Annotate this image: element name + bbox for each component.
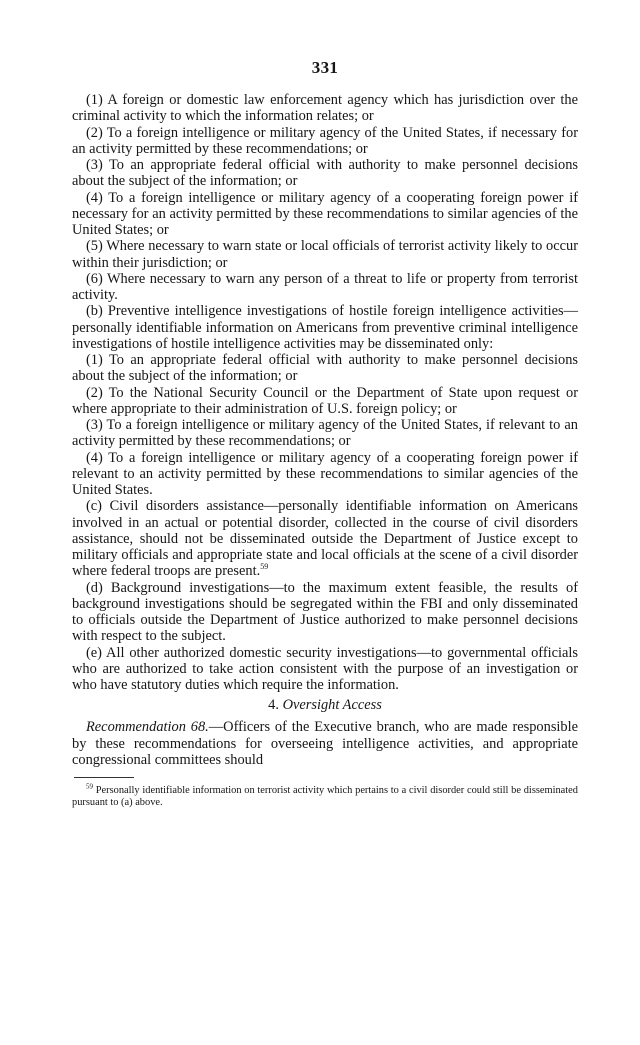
paragraph-c bbox=[72, 498, 578, 579]
recommendation-text: —Officers of the Executive branch, who are made responsible by these recommendations for overseeing intelligence activities, and appropriate congressional committees should bbox=[72, 719, 578, 768]
paragraph-a4: (4) To a foreign intelligence or military agency of a cooperating foreign power if necessary for an activity permitted by these recommendations to similar agencies of the United States; or bbox=[72, 189, 578, 238]
paragraph-a2: (2) To a foreign intelligence or military agency of the United States, if necessary for an activity permitted by these recommendations; or bbox=[72, 124, 578, 157]
paragraph-a3: (3) To an appropriate federal official with authority to make personnel decisions about the subject of the information; or bbox=[72, 157, 578, 190]
paragraph-b: (b) Preventive intelligence investigations of hostile foreign intelligence activities—personally identifiable information on Americans from preventive criminal intelligence investigations of hostile intelligence activities may be disseminated only: bbox=[72, 303, 578, 352]
section-heading bbox=[72, 697, 578, 714]
footnote-divider bbox=[74, 777, 134, 778]
paragraph-b2: (2) To the National Security Council or the Department of State upon request or where appropriate to their administration of U.S. foreign policy; or bbox=[72, 384, 578, 417]
paragraph-c-text: (c) Civil disorders assistance—personally identifiable information on Americans involved in an actual or potential disorder, collected in the course of civil disorders assistance, should not be disseminated outside the Department of Justice except to military officials and appropriate state and local officials at the scene of a civil disorder where federal troops are present. bbox=[72, 498, 578, 580]
document-page bbox=[72, 58, 578, 809]
paragraph-d: (d) Background investigations—to the maximum extent feasible, the results of background investigations should be segregated within the FBI and only disseminated to officials outside the Department of Justice authorized to make personnel decisions with respect to the subject. bbox=[72, 579, 578, 645]
footnote-reference: 59 bbox=[260, 562, 269, 572]
paragraph-a6: (6) Where necessary to warn any person of a threat to life or property from terrorist activity. bbox=[72, 270, 578, 303]
footnote bbox=[72, 782, 578, 809]
paragraph-b3: (3) To a foreign intelligence or military agency of the United States, if relevant to an activity permitted by these recommendations; or bbox=[72, 417, 578, 450]
page-number: 331 bbox=[311, 58, 339, 77]
paragraph-a1: (1) A foreign or domestic law enforcement agency which has jurisdiction over the criminal activity to which the information relates; or bbox=[72, 92, 578, 125]
paragraph-a5: (5) Where necessary to warn state or local officials of terrorist activity likely to occur within their jurisdiction; or bbox=[72, 238, 578, 271]
section-title: Oversight Access bbox=[282, 697, 382, 714]
footnote-marker: 59 bbox=[86, 782, 93, 791]
recommendation-label: Recommendation 68. bbox=[86, 719, 209, 736]
paragraph-e: (e) All other authorized domestic security investigations—to governmental officials who are authorized to take action consistent with the purpose of an investigation or who have statutory duties which require the information. bbox=[72, 644, 578, 693]
paragraph-b1: (1) To an appropriate federal official with authority to make personnel decisions about the subject of the information; or bbox=[72, 352, 578, 385]
section-number: 4. bbox=[268, 697, 279, 714]
paragraph-b4: (4) To a foreign intelligence or military agency of a cooperating foreign power if relevant to an activity permitted by these recommendations to similar agencies of the United States. bbox=[72, 449, 578, 498]
body-text bbox=[72, 92, 578, 768]
recommendation-paragraph bbox=[72, 719, 578, 768]
footnote-text: Personally identifiable information on terrorist activity which pertains to a civil disorder could still be disseminated pursuant to (a) above. bbox=[72, 785, 578, 808]
